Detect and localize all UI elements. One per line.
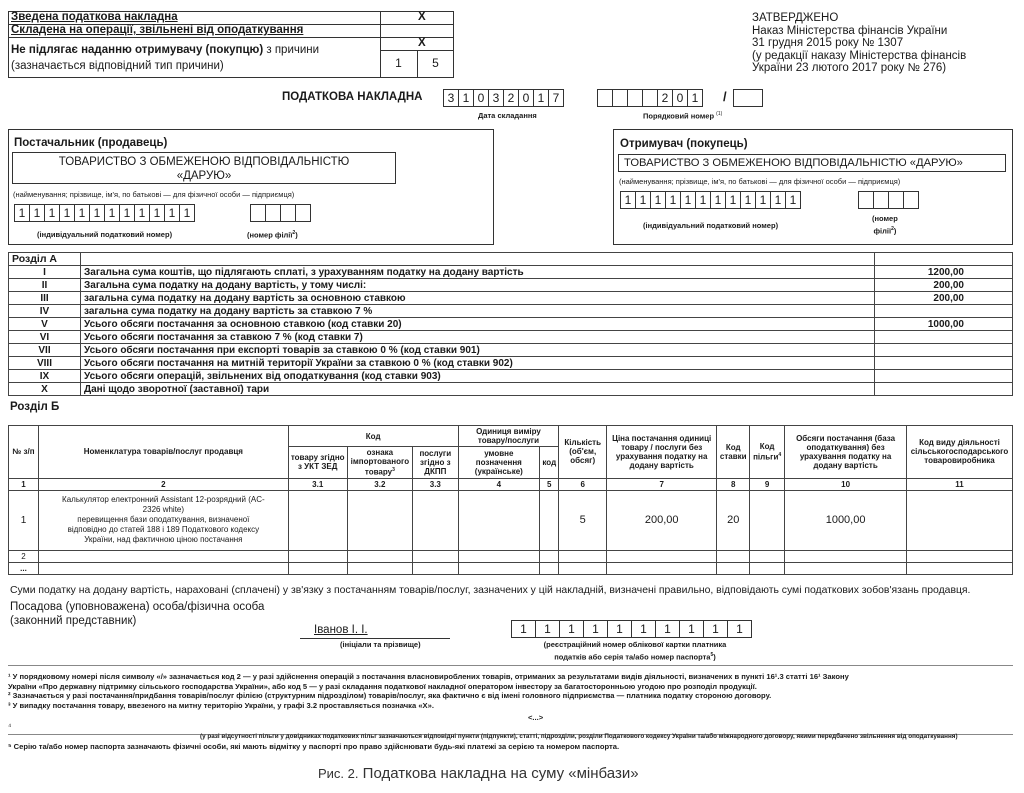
footnotes <box>8 672 1018 710</box>
seller-ipn-digit: 1 <box>44 204 60 222</box>
buyer-name-caption: (найменування; прізвище, ім'я, по батькові — для фізичної особи — підприємця) <box>619 177 901 186</box>
buyer-ipn-digit: 1 <box>680 191 696 209</box>
seller-name-line-2: «ДАРУЮ» <box>176 170 232 182</box>
footnote-2: ² Зазначається у разі постачання/придбання товарів/послуг філією (структурним підрозділом) товарів/послуг, яка фактично є від імені головного підприємства — платника податку стороною договору. <box>8 691 772 700</box>
reg-digit: 1 <box>703 620 728 638</box>
header-code-dkpp: послуги згідно з ДКПП <box>413 447 458 479</box>
statement-text: Суми податку на додану вартість, нараховані (сплачені) у зв'язку з постачанням товарів/послуг, зазначених у цій накладній, визначені правильно, відповідають сумі податкових зобов'язань продавця. <box>10 585 971 596</box>
buyer-ipn-cells <box>620 191 800 209</box>
buyer-ipn-digit: 1 <box>665 191 681 209</box>
buyer-ipn-digit: 1 <box>695 191 711 209</box>
buyer-ipn-digit: 1 <box>740 191 756 209</box>
header-unit-name: умовне позначення (українське) <box>458 447 540 479</box>
table-row: II Загальна сума податку на додану вартість, у тому числі: 200,00 <box>9 279 1013 292</box>
seller-name-caption: (найменування; прізвище, ім'я, по батькові — для фізичної особи — підприємця) <box>13 190 295 199</box>
reg-digit: 1 <box>679 620 704 638</box>
date-digit: 1 <box>533 89 549 107</box>
serial-digit <box>597 89 613 107</box>
seller-ipn-digit: 1 <box>29 204 45 222</box>
seller-ipn-digit: 1 <box>74 204 90 222</box>
seller-branch-cells <box>250 204 310 222</box>
date-digit: 3 <box>488 89 504 107</box>
approved-title: ЗАТВЕРДЖЕНО <box>752 12 839 24</box>
seller-name-line-1: ТОВАРИСТВО З ОБМЕЖЕНОЮ ВІДПОВІДАЛЬНІСТЮ <box>58 156 350 168</box>
buyer-ipn-digit: 1 <box>635 191 651 209</box>
reg-digit: 1 <box>727 620 752 638</box>
signer-name: Іванов І. І. <box>314 624 368 636</box>
section-a-title: Розділ А <box>9 253 81 266</box>
reg-number-cells <box>511 620 751 638</box>
seller-name-box <box>12 152 396 184</box>
footnote-4-num: ⁴ <box>8 722 12 731</box>
reg-digit: 1 <box>655 620 680 638</box>
reg-digit: 1 <box>607 620 632 638</box>
serial-digit: 2 <box>657 89 673 107</box>
reason-code-digit-2: 5 <box>432 56 439 70</box>
buyer-ipn-digit: 1 <box>650 191 666 209</box>
serial-cells <box>597 89 702 107</box>
header-unit: Одиниця виміру товару/послуги <box>458 426 559 447</box>
section-b-table <box>8 425 1013 575</box>
seller-ipn-digit: 1 <box>149 204 165 222</box>
table-row: I Загальна сума коштів, що підлягають сплаті, з урахуванням податку на додану вартість 1200,00 <box>9 266 1013 279</box>
reg-digit: 1 <box>535 620 560 638</box>
approved-line-2: 31 грудня 2015 року № 1307 <box>752 37 904 49</box>
section-a-table <box>8 252 1013 396</box>
item-nomenclature: Калькулятор електронний Assistant 12-розрядний (AC- 2326 white) перевищення бази оподаткування, визначеної відповідно до статей 188 і 189 Податкового кодексу України, над фактичною ціною постачання <box>38 490 288 550</box>
header-code-import: ознака імпортованого товару$^3$ <box>347 447 412 479</box>
approved-block <box>752 12 966 75</box>
approved-line-1: Наказ Міністерства фінансів України <box>752 24 948 37</box>
buyer-branch-caption: (номер філії$^2$) <box>872 214 898 236</box>
reason-type-caption: (зазначається відповідний тип причини) <box>11 60 224 72</box>
buyer-ipn-digit: 1 <box>620 191 636 209</box>
seller-ipn-digit: 1 <box>89 204 105 222</box>
serial-caption: Порядковий номер $^{(1)}$ <box>643 111 723 121</box>
header-num: № з/п <box>9 426 39 479</box>
header-code-uktzed: товару згідно з УКТ ЗЕД <box>288 447 347 479</box>
header-benefit: Код пільги$^4$ <box>750 426 785 479</box>
header-code: Код <box>288 426 458 447</box>
table-row: 2 <box>9 550 1013 562</box>
date-digit: 3 <box>443 89 459 107</box>
buyer-ipn-digit: 1 <box>785 191 801 209</box>
section-b-title: Розділ Б <box>10 401 60 413</box>
header-volume: Обсяги постачання (база оподаткування) без урахування податку на додану вартість <box>785 426 907 479</box>
consolidated-invoice-label: Зведена податкова накладна <box>11 11 178 23</box>
buyer-heading: Отримувач (покупець) <box>620 138 748 150</box>
top-left-block <box>8 11 454 78</box>
footnote-5: ⁵ Серію та/або номер паспорта зазначають фізичні особи, які мають відмітку у паспорті про право здійснювати будь-які платежі за серією та номером паспорта. <box>8 742 620 751</box>
seller-ipn-digit: 1 <box>14 204 30 222</box>
exempt-operations-label: Складена на операції, звільнені від оподаткування <box>11 24 304 36</box>
seller-ipn-digit: 1 <box>104 204 120 222</box>
footnote-1b: України «Про державну підтримку сільського господарства України», або код 5 — у разі складання податкової накладної оператором інвестору за багатосторонньою угодою про розподіл продукції. <box>8 681 757 691</box>
header-nomenclature: Номенклатура товарів/послуг продавця <box>38 426 288 479</box>
table-row: IV загальна сума податку на додану вартість за ставкою 7 % <box>9 305 1013 318</box>
reg-digit: 1 <box>631 620 656 638</box>
serial-digit: 1 <box>687 89 703 107</box>
reason-code-digit-1: 1 <box>395 56 402 70</box>
buyer-ipn-digit: 1 <box>770 191 786 209</box>
table-row: VIII Усього обсяги постачання на митній території України за ставкою 0 % (код ставки 902) <box>9 357 1013 370</box>
serial-slash: / <box>723 89 727 104</box>
serial-suffix-cell <box>733 89 763 107</box>
signer-name-caption: (ініціали та прізвище) <box>340 640 421 649</box>
header-unit-code: код <box>540 447 559 479</box>
reg-digit: 1 <box>559 620 584 638</box>
table-row: IX Усього обсяги операцій, звільнених від оподаткування (код ставки 903) <box>9 370 1013 383</box>
seller-ipn-caption: (індивідуальний податковий номер) <box>37 230 173 239</box>
item-qty: 5 <box>559 490 606 550</box>
serial-digit <box>627 89 643 107</box>
signer-label-2: (законний представник) <box>10 615 137 627</box>
buyer-name-box: ТОВАРИСТВО З ОБМЕЖЕНОЮ ВІДПОВІДАЛЬНІСТЮ «ДАРУЮ» <box>618 154 1006 172</box>
seller-ipn-digit: 1 <box>119 204 135 222</box>
header-activity: Код виду діяльності сільськогосподарського товаровиробника <box>907 426 1013 479</box>
header-qty: Кількість (об'єм, обсяг) <box>559 426 606 479</box>
buyer-ipn-digit: 1 <box>710 191 726 209</box>
date-digit: 2 <box>503 89 519 107</box>
serial-digit <box>612 89 628 107</box>
seller-ipn-digit: 1 <box>164 204 180 222</box>
reg-digit: 1 <box>583 620 608 638</box>
item-price: 200,00 <box>606 490 716 550</box>
table-row: 1 Калькулятор електронний Assistant 12-розрядний (AC- 2326 white) перевищення бази оподаткування, визначеної відповідно до статей 188 і 189 Податкового кодексу України, над фактичною ціною постачання 5 200,00 20 1000,00 <box>9 490 1013 550</box>
seller-branch-caption: (номер філії$^2$) <box>247 230 298 240</box>
reg-digit: 1 <box>511 620 536 638</box>
item-rate: 20 <box>717 490 750 550</box>
buyer-branch-cells <box>858 191 918 209</box>
seller-heading: Постачальник (продавець) <box>14 137 168 149</box>
consolidated-mark: X <box>418 11 426 23</box>
table-row: ... <box>9 562 1013 574</box>
approved-line-4: України 23 лютого 2017 року № 276) <box>752 62 947 74</box>
date-digit: 0 <box>518 89 534 107</box>
item-volume: 1000,00 <box>785 490 907 550</box>
table-row: VI Усього обсяги постачання за ставкою 7 % (код ставки 7) <box>9 331 1013 344</box>
date-digit: 7 <box>548 89 564 107</box>
date-caption: Дата складання <box>478 111 537 120</box>
serial-digit <box>642 89 658 107</box>
document-title: ПОДАТКОВА НАКЛАДНА <box>282 91 423 103</box>
signer-label-1: Посадова (уповноважена) особа/фізична особа <box>10 601 265 613</box>
serial-digit: 0 <box>672 89 688 107</box>
buyer-ipn-digit: 1 <box>725 191 741 209</box>
footnote-3-mark: <...> <box>528 713 544 722</box>
table-row: III загальна сума податку на додану вартість за основною ставкою 200,00 <box>9 292 1013 305</box>
seller-ipn-digit: 1 <box>179 204 195 222</box>
not-provided-mark: X <box>418 37 426 49</box>
header-rate: Код ставки <box>717 426 750 479</box>
footnote-1: ¹ У порядковому номері після символу «/» зазначається код 2 — у разі здійснення операцій з постачання власновироблених товарів, отриманих за результатами видів діяльності, визначених в пункті 16¹.3 статті 16¹ Закону <box>8 672 849 681</box>
seller-ipn-digit: 1 <box>134 204 150 222</box>
not-provided-label: Не підлягає наданню отримувачу (покупцю) з причини <box>11 44 320 56</box>
reg-number-caption: (реєстраційний номер облікової картки платника податків або серія та/або номер паспорта$^5$) <box>543 640 727 662</box>
date-digit: 1 <box>458 89 474 107</box>
approved-line-3: (у редакції наказу Міністерства фінансів <box>752 49 967 62</box>
footnote-4: (у разі відсутності пільги у довідниках податкових пільг зазначаються відповідні пункти (підпункти), статті, підрозділи, розділи Податкового кодексу України та/або міжнародного договору, якими передбачено звільнення від оподаткування) <box>200 733 958 740</box>
figure-caption: Рис. 2. Податкова накладна на суму «мінбази» <box>318 765 639 782</box>
buyer-ipn-caption: (індивідуальний податковий номер) <box>643 221 779 230</box>
date-cells <box>443 89 563 107</box>
table-row: V Усього обсяги постачання за основною ставкою (код ставки 20) 1000,00 <box>9 318 1013 331</box>
table-row: VII Усього обсяги постачання при експорті товарів за ставкою 0 % (код ставки 901) <box>9 344 1013 357</box>
header-price: Ціна постачання одиниці товару / послуги без урахування податку на додану вартість <box>606 426 716 479</box>
date-digit: 0 <box>473 89 489 107</box>
seller-ipn-cells <box>14 204 194 222</box>
buyer-ipn-digit: 1 <box>755 191 771 209</box>
column-numbers-row: 1 2 3.1 3.2 3.3 4 5 6 7 8 9 10 11 <box>9 478 1013 490</box>
footnote-3: ³ У випадку постачання товару, ввезеного на митну територію України, у графі 3.2 проставляється позначка «Х». <box>8 700 434 710</box>
seller-ipn-digit: 1 <box>59 204 75 222</box>
table-row: X Дані щодо зворотної (заставної) тари <box>9 383 1013 396</box>
